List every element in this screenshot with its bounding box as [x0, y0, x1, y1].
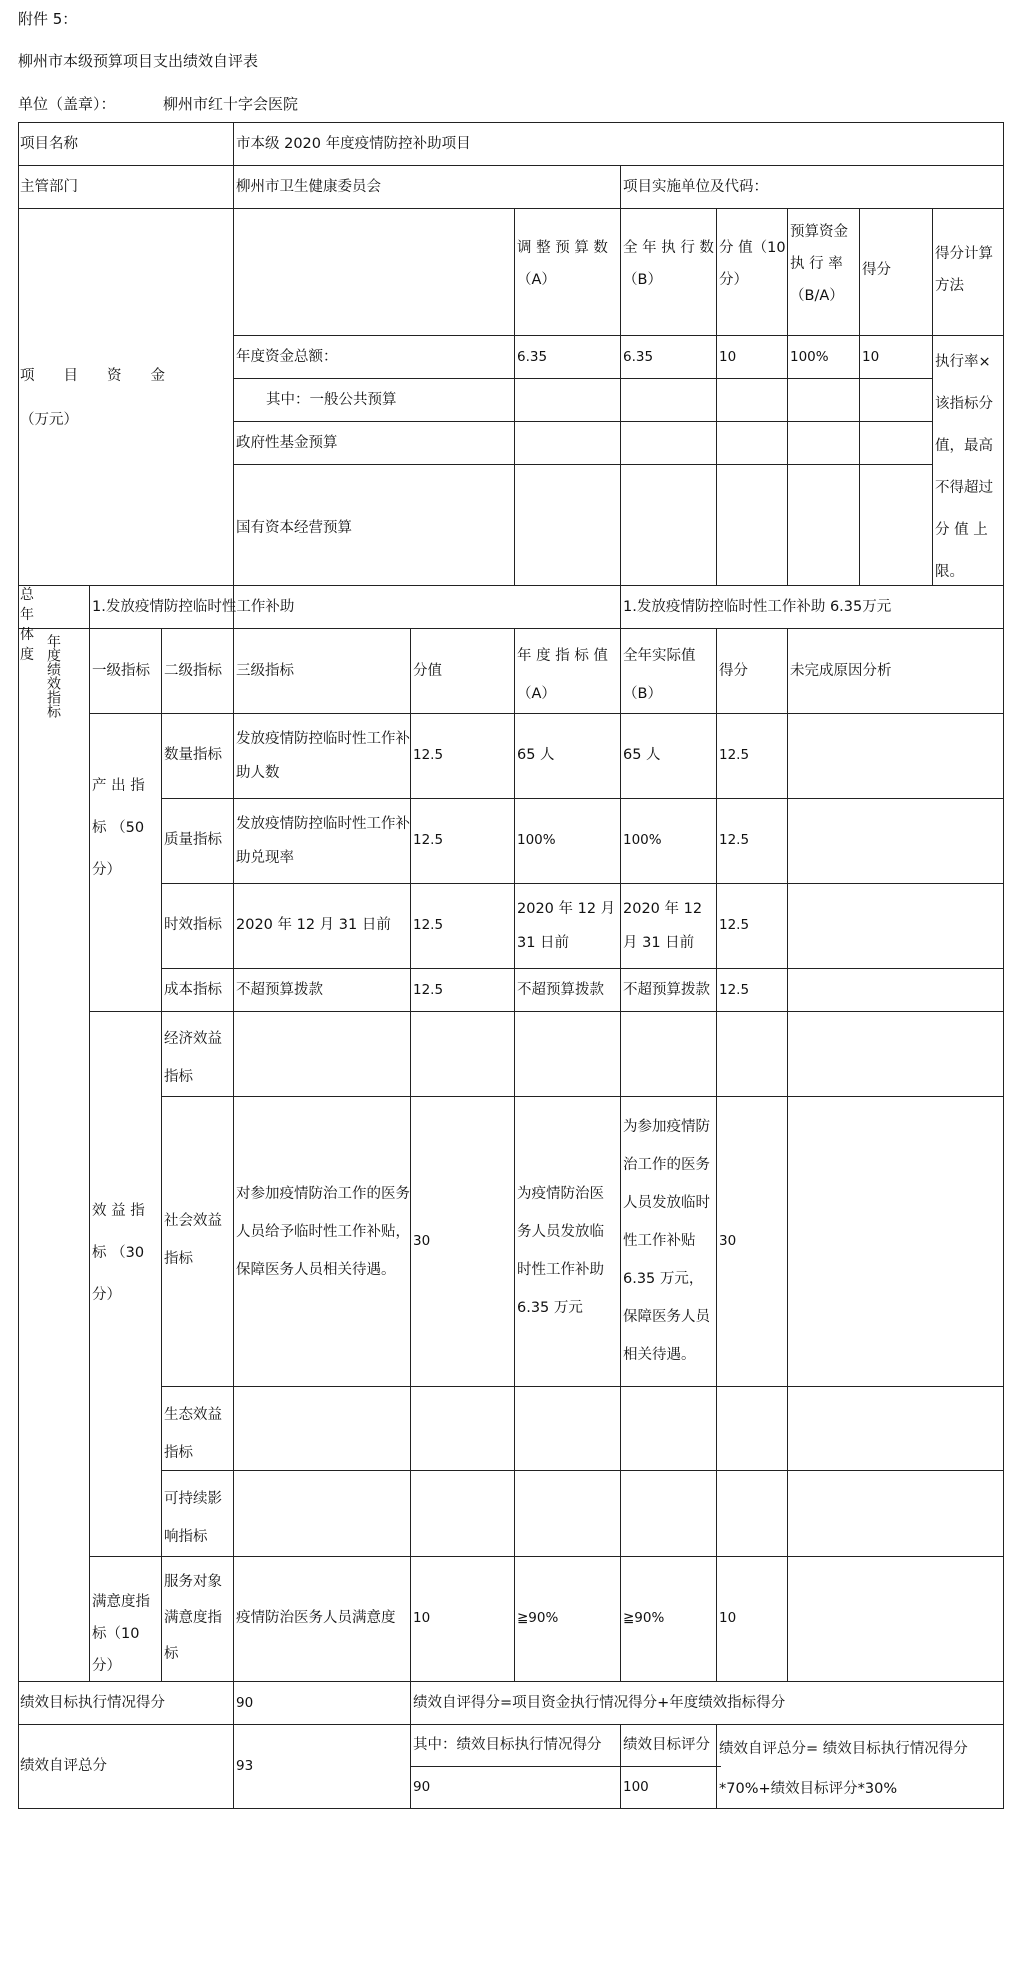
- benefit-indicator-label: 效 益 指 标 （30分）: [92, 1203, 145, 1303]
- row-level2: 社会效益指标: [164, 1213, 222, 1267]
- grid-line: [716, 628, 717, 1681]
- row-actual: 65 人: [623, 747, 661, 763]
- grid-line: [620, 165, 621, 208]
- grid-line: [620, 1724, 621, 1808]
- grid-line: [89, 628, 90, 1681]
- grid-line: [18, 628, 1004, 629]
- grid-line: [161, 628, 162, 1681]
- col-score: 得分: [862, 262, 891, 278]
- grid-line: [89, 713, 1004, 714]
- row-value: 12.5: [413, 982, 444, 998]
- row-level3: 不超预算拨款: [236, 982, 323, 998]
- hdr-level2: 二级指标: [164, 663, 222, 679]
- grid-line: [233, 378, 933, 379]
- grid-line: [18, 122, 1004, 123]
- row-score: 12.5: [719, 917, 750, 933]
- header-attachment: 附件 5：: [18, 10, 78, 28]
- grid-line: [233, 335, 1004, 336]
- row-level2: 质量指标: [164, 832, 222, 848]
- row-level2: 服务对象满意度指标: [164, 1574, 222, 1662]
- exec-value: 90: [236, 1695, 254, 1711]
- sub-exec-label: 其中：绩效目标执行情况得分: [413, 1737, 602, 1753]
- row-actual: 不超预算拨款: [623, 982, 710, 998]
- row-value: 12.5: [413, 832, 444, 848]
- col-rate: 预算资金执 行 率（B/A）: [790, 224, 848, 304]
- grid-line: [161, 798, 1004, 799]
- row-value: 12.5: [413, 747, 444, 763]
- row-level2: 时效指标: [164, 917, 222, 933]
- grid-line: [716, 208, 717, 585]
- row-value: 12.5: [413, 917, 444, 933]
- row-target: 为疫情防治医务人员发放临时性工作补助 6.35 万元: [517, 1186, 604, 1316]
- grid-line: [620, 208, 621, 585]
- grid-line: [18, 165, 1004, 166]
- project-name-label: 项目名称: [20, 136, 78, 152]
- form-title: 柳州市本级预算项目支出绩效自评表: [18, 52, 259, 70]
- row-actual: 2020 年 12 月 31 日前: [623, 901, 703, 951]
- row-target: ≧90%: [517, 1610, 559, 1626]
- dept-value: 柳州市卫生健康委员会: [236, 179, 381, 195]
- grid-line: [410, 1766, 721, 1767]
- col-method: 得分计算方法: [935, 246, 993, 294]
- grid-line: [161, 883, 1004, 884]
- row-target: 65 人: [517, 747, 555, 763]
- row-level3: 发放疫情防控临时性工作补助兑现率: [236, 816, 410, 866]
- grid-line: [89, 585, 90, 628]
- dept-label: 主管部门: [20, 179, 78, 195]
- grid-line: [620, 628, 621, 1681]
- row-level2: 数量指标: [164, 747, 222, 763]
- grid-line: [514, 628, 515, 1681]
- row-level2: 生态效益指标: [164, 1407, 222, 1461]
- state-capital-label: 国有资本经营预算: [236, 520, 352, 536]
- grid-line: [161, 1470, 1004, 1471]
- row-target: 不超预算拨款: [517, 982, 604, 998]
- funds-label: 项 目 资 金: [20, 368, 165, 384]
- grid-line: [233, 464, 933, 465]
- row-score: 12.5: [719, 747, 750, 763]
- funds-unit: （万元）: [20, 412, 78, 428]
- grid-line: [89, 1011, 1004, 1012]
- indicators-section-label: 年度绩效指标: [45, 634, 61, 718]
- unit-name: 柳州市红十字会医院: [163, 95, 299, 113]
- hdr-reason: 未完成原因分析: [790, 663, 892, 679]
- hdr-score: 得分: [719, 663, 748, 679]
- grid-line: [18, 1681, 1004, 1682]
- row-score: 30: [719, 1233, 737, 1249]
- method-text: 执行率×该指标分值，最高不得超过分 值 上限。: [935, 354, 993, 580]
- grid-line: [932, 208, 933, 585]
- gov-fund-label: 政府性基金预算: [236, 435, 338, 451]
- row-actual: 100%: [623, 832, 662, 848]
- total-actual: 6.35: [623, 349, 654, 365]
- row-level3: 2020 年 12 月 31 日前: [236, 917, 391, 933]
- total-score-label: 绩效自评总分: [20, 1758, 107, 1774]
- grid-line: [18, 585, 1004, 586]
- col-adjusted: 调 整 预 算 数（A）: [517, 240, 608, 288]
- grid-line: [233, 421, 933, 422]
- row-score: 12.5: [719, 982, 750, 998]
- row-level3: 发放疫情防控临时性工作补助人数: [236, 731, 410, 781]
- grid-line: [514, 208, 515, 585]
- grid-line: [787, 628, 788, 1681]
- row-level3: 疫情防治医务人员满意度: [236, 1610, 396, 1626]
- row-actual: ≧90%: [623, 1610, 665, 1626]
- grid-line: [161, 1386, 1004, 1387]
- grid-line: [1003, 122, 1004, 1809]
- output-indicator-label: 产 出 指 标 （50分）: [92, 778, 145, 878]
- grid-line: [620, 585, 621, 628]
- impl-label: 项目实施单位及代码：: [623, 179, 768, 195]
- row-level3: 对参加疫情防治工作的医务人员给予临时性工作补贴，保障医务人员相关待遇。: [236, 1186, 410, 1278]
- row-target: 100%: [517, 832, 556, 848]
- grid-line: [18, 1724, 1004, 1725]
- hdr-score-value: 分值: [413, 663, 442, 679]
- hdr-level3: 三级指标: [236, 663, 294, 679]
- grid-line: [161, 1096, 1004, 1097]
- grid-line: [787, 208, 788, 585]
- grid-line: [89, 1556, 1004, 1557]
- grid-line: [161, 968, 1004, 969]
- total-score: 10: [862, 349, 880, 365]
- row-score: 12.5: [719, 832, 750, 848]
- row-level2: 可持续影响指标: [164, 1491, 222, 1545]
- total-score-value: 10: [719, 349, 737, 365]
- unit-label: 单位（盖章）：: [18, 95, 116, 113]
- row-level2: 经济效益指标: [164, 1031, 222, 1085]
- total-rate: 100%: [790, 349, 829, 365]
- row-target: 2020 年 12 月 31 日前: [517, 901, 616, 951]
- hdr-annual-actual: 全年实际值（B）: [623, 648, 696, 702]
- exec-label: 绩效目标执行情况得分: [20, 1695, 165, 1711]
- row-score: 10: [719, 1610, 737, 1626]
- row-actual: 为参加疫情防治工作的医务人员发放临时性工作补贴 6.35 万元，保障医务人员相关待遇。: [623, 1119, 710, 1363]
- hdr-level1: 一级指标: [92, 663, 150, 679]
- grid-line: [18, 122, 19, 1809]
- total-adjusted: 6.35: [517, 349, 548, 365]
- sub-goal-value: 100: [623, 1779, 649, 1795]
- total-score-value: 93: [236, 1758, 254, 1774]
- sub-exec-value: 90: [413, 1779, 431, 1795]
- total-formula: 绩效自评总分= 绩效目标执行情况得分*70%+绩效目标评分*30%: [719, 1741, 968, 1797]
- row-value: 10: [413, 1610, 431, 1626]
- col-score-value: 分 值（10分）: [719, 240, 786, 288]
- grid-line: [716, 1724, 717, 1808]
- grid-line: [410, 628, 411, 1808]
- sub-goal-label: 绩效目标评分: [623, 1737, 710, 1753]
- grid-line: [18, 208, 1004, 209]
- satisfaction-indicator-label: 满意度指标（10分）: [92, 1594, 150, 1674]
- goal-label: 总 年 体 度: [20, 587, 48, 663]
- goal-actual: 1.发放疫情防控临时性工作补助 6.35万元: [623, 599, 892, 615]
- row-value: 30: [413, 1233, 431, 1249]
- score-formula: 绩效自评得分=项目资金执行情况得分+年度绩效指标得分: [413, 1695, 786, 1711]
- grid-line: [233, 122, 234, 628]
- col-actual: 全 年 执 行 数（B）: [623, 240, 714, 288]
- goal-planned: 1.发放疫情防控临时性工作补助: [92, 599, 295, 615]
- total-label: 年度资金总额：: [236, 349, 338, 365]
- general-budget-label: 其中：一般公共预算: [266, 392, 397, 408]
- row-level2: 成本指标: [164, 982, 222, 998]
- project-name-value: 市本级 2020 年度疫情防控补助项目: [236, 136, 471, 152]
- hdr-annual-target: 年 度 指 标 值（A）: [517, 648, 608, 702]
